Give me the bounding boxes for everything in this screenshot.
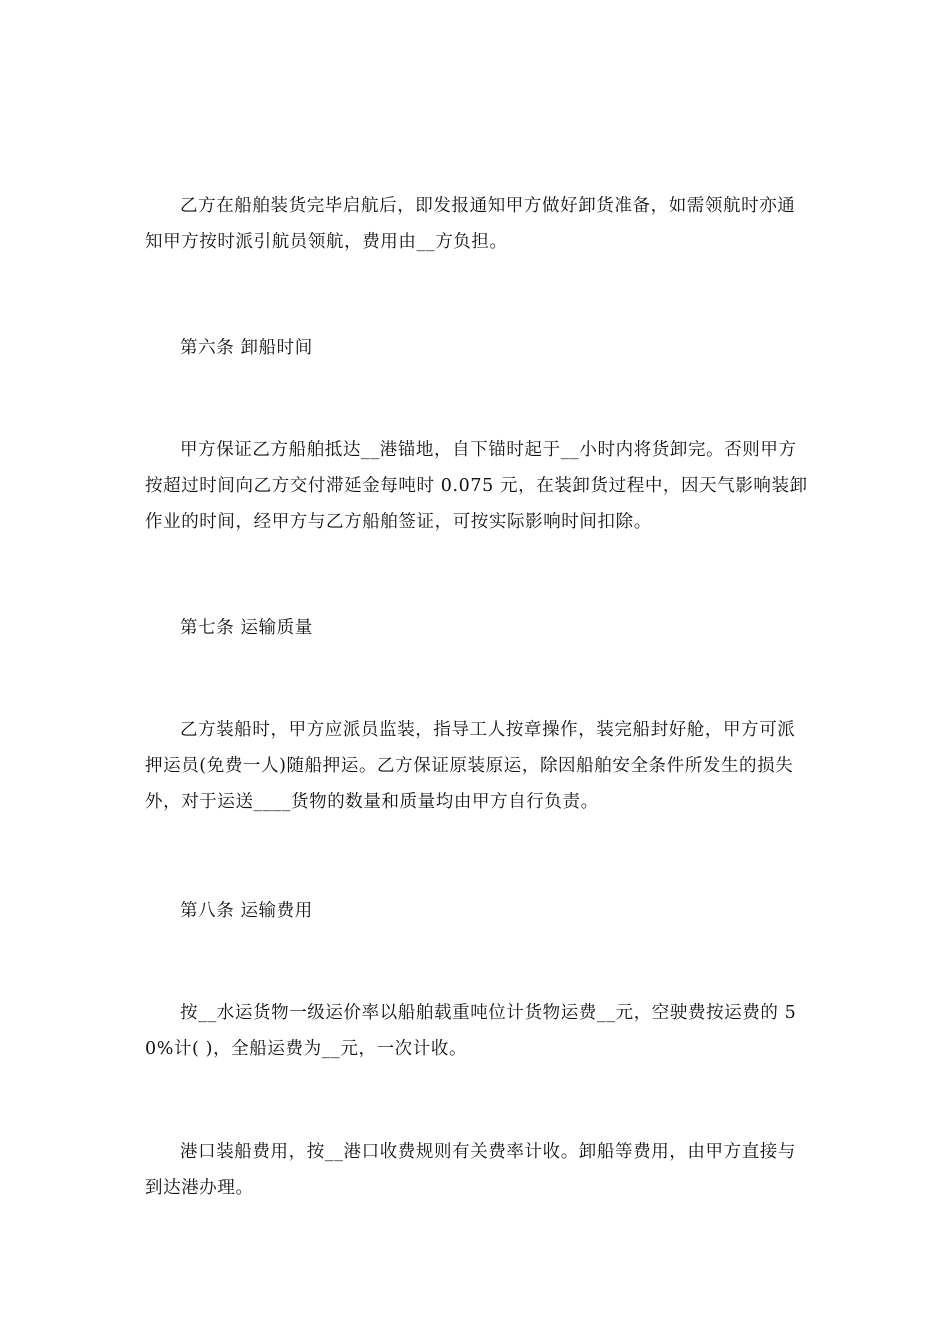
paragraph-departure-notice: 乙方在船舶装货完毕启航后，即发报通知甲方做好卸货准备，如需领航时亦通知甲方按时派引航员领航，费用由__方负担。 xyxy=(145,196,796,252)
paragraph-unloading-time: 甲方保证乙方船舶抵达__港锚地，自下锚时起于__小时内将货卸完。否则甲方按超过时间向乙方交付滞延金每吨时 0.075 元，在装卸货过程中，因天气影响装卸作业的时间，经甲方与乙方船舶签证，可按实际影响时间扣除。 xyxy=(145,440,808,532)
paragraph-transport-quality: 乙方装船时，甲方应派员监装，指导工人按章操作，装完船封好舱，甲方可派押运员(免费一人)随船押运。乙方保证原装原运，除因船舶安全条件所发生的损失外，对于运送____货物的数量和质量均由甲方自行负责。 xyxy=(145,720,796,812)
paragraph-port-loading-fees: 港口装船费用，按__港口收费规则有关费率计收。卸船等费用，由甲方直接与到达港办理。 xyxy=(145,1142,796,1198)
section-heading-article-8: 第八条 运输费用 xyxy=(180,901,313,921)
paragraph-freight-charges: 按__水运货物一级运价率以船舶载重吨位计货物运费__元，空驶费按运费的 50%计( )，全船运费为__元，一次计收。 xyxy=(145,1003,797,1059)
section-heading-article-6: 第六条 卸船时间 xyxy=(180,338,313,358)
section-heading-article-7: 第七条 运输质量 xyxy=(180,618,313,638)
